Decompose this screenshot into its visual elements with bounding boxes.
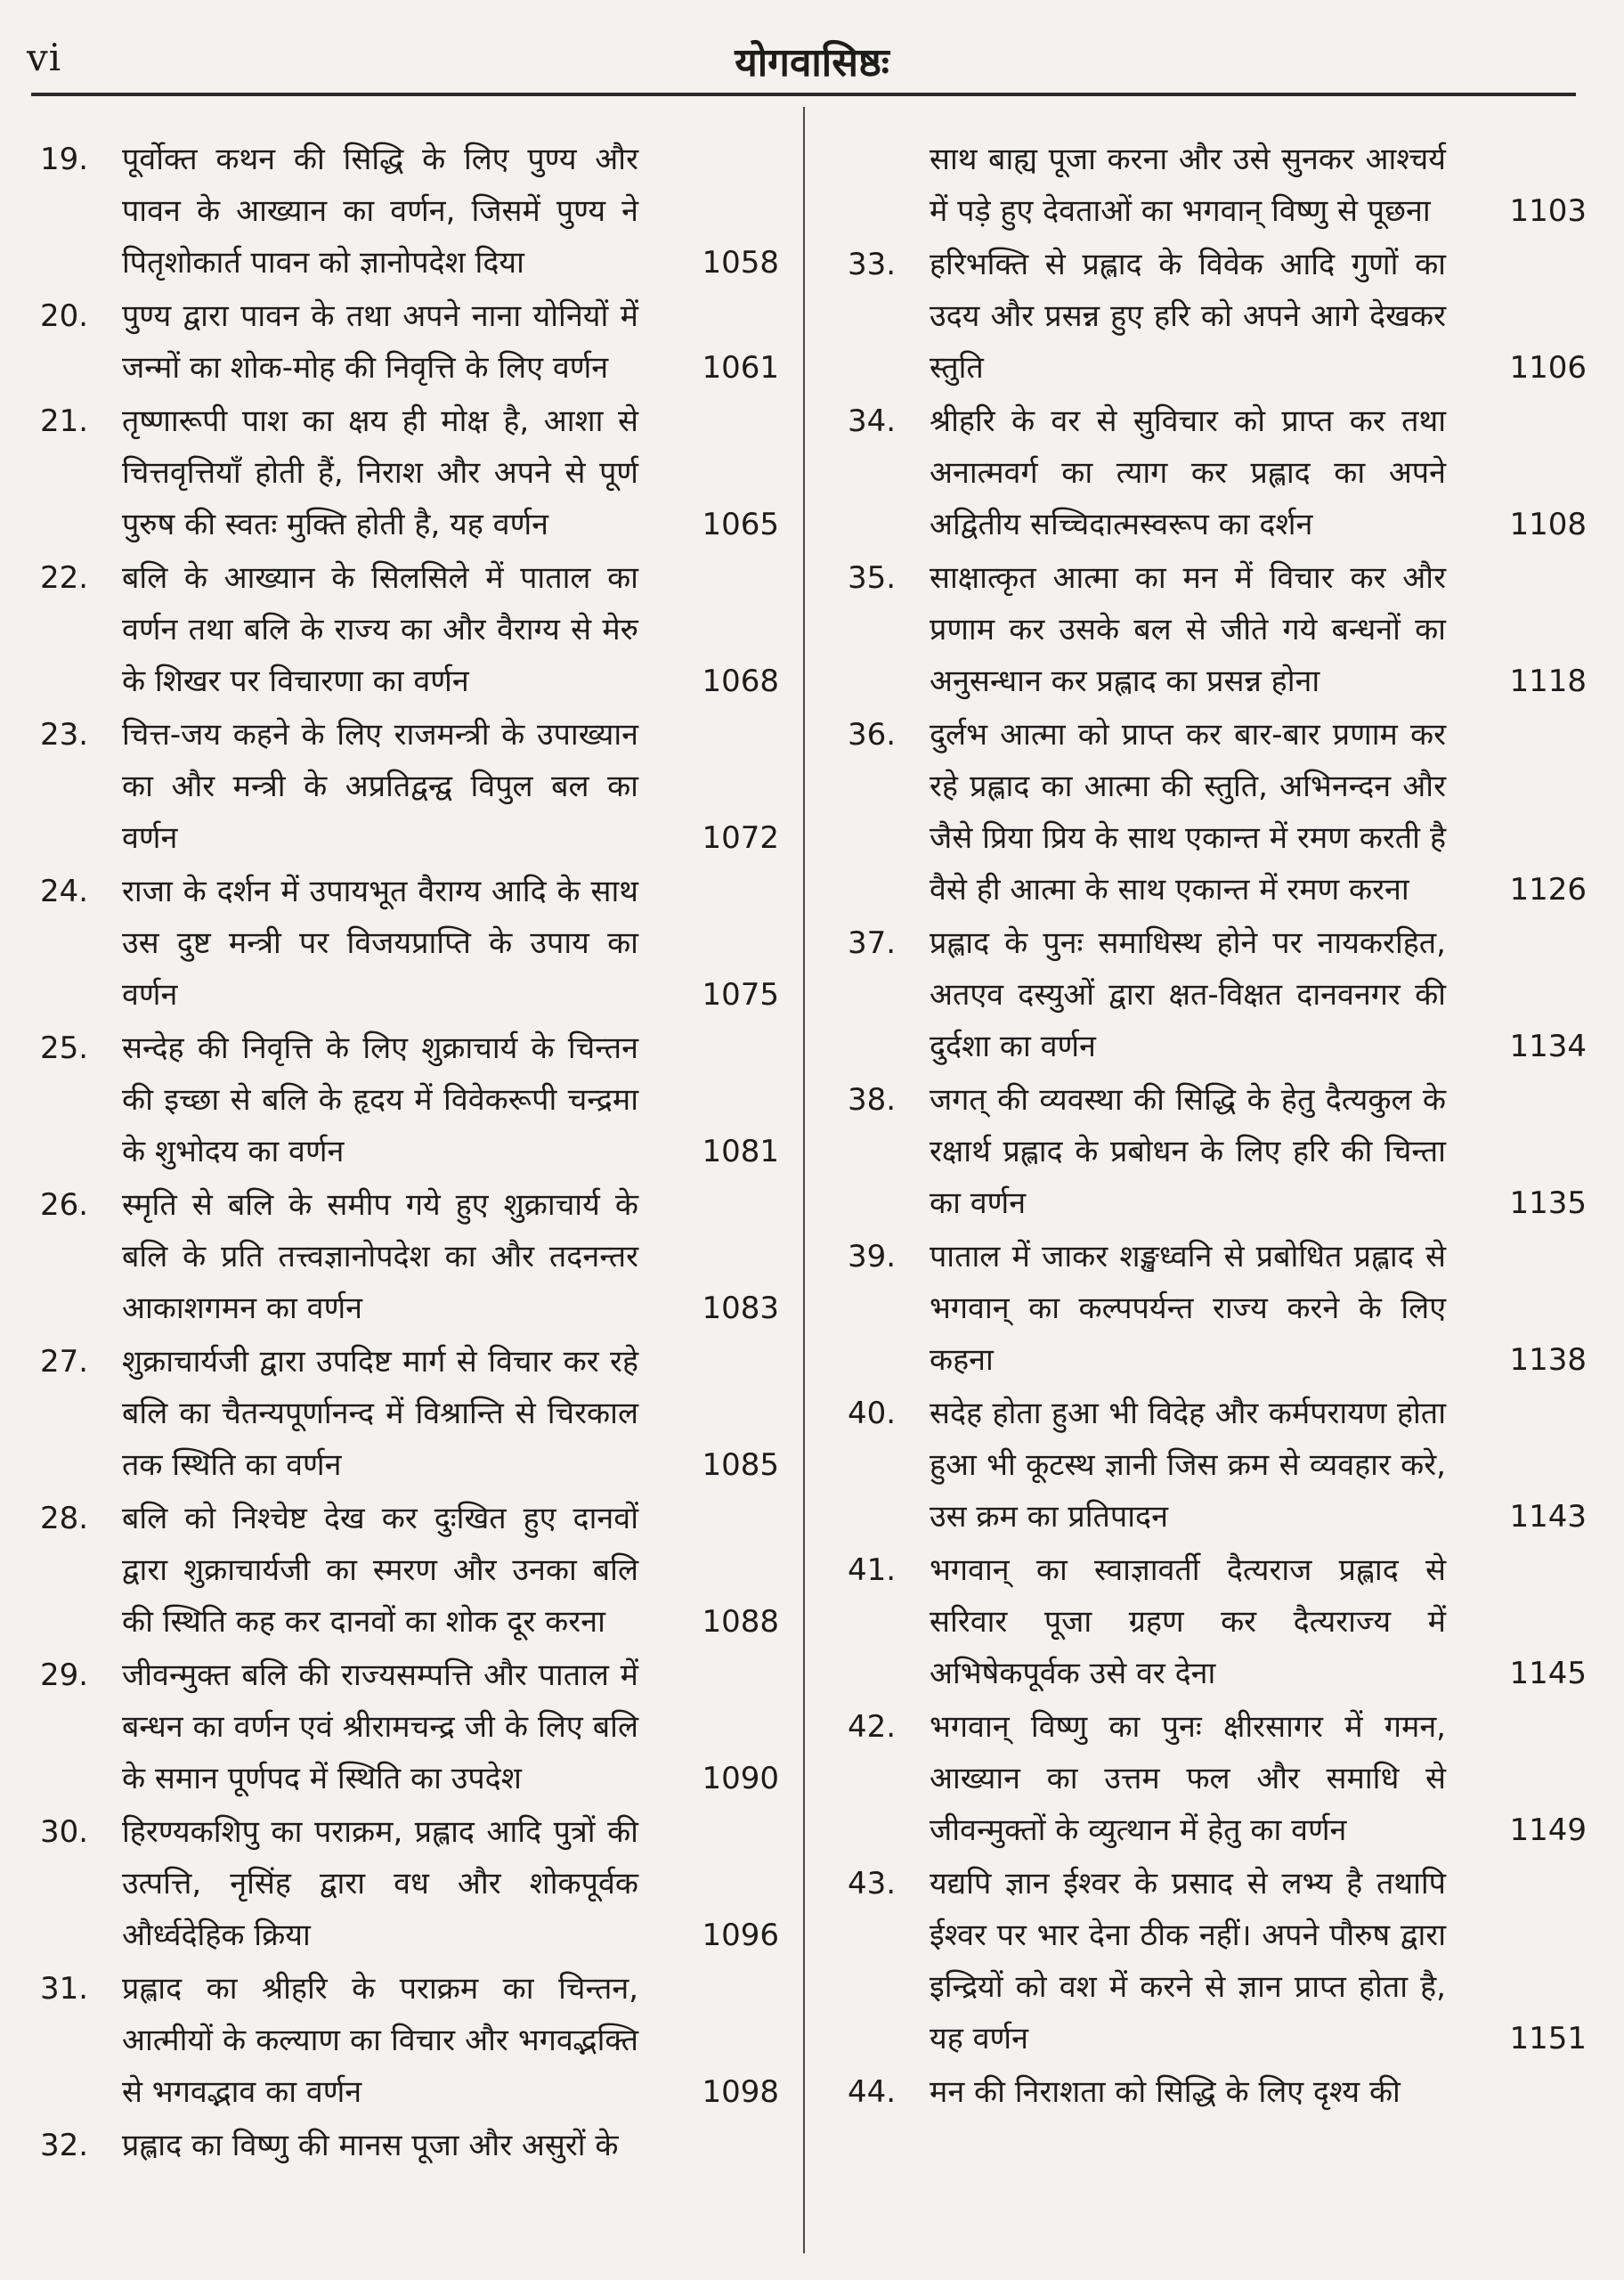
toc-entry [40,2120,779,2171]
entry-page-number: 1061 [702,350,779,386]
entry-page-number: 1090 [702,1761,779,1796]
entry-number: 38. [848,1082,897,1118]
entry-title: जीवन्मुक्त बलि की राज्यसम्पत्ति और पाताल में बन्धन का वर्णन एवं श्रीरामचन्द्र जी के लिए बलि के समान पूर्णपद में स्थिति का उपदेश [122,1657,638,1796]
toc-entry [40,1649,779,1804]
toc-entry [40,134,779,289]
entry-number: 43. [848,1866,897,1901]
entry-title: सदेह होता हुआ भी विदेह और कर्मपरायण होता हुआ भी कूटस्थ ज्ञानी जिस क्रम से व्यवहार करे, उस क्रम का प्रतिपादन [930,1396,1446,1535]
toc-entry [848,1388,1587,1543]
entry-number: 39. [848,1239,897,1274]
entry-page-number: 1083 [702,1291,779,1326]
toc-entry [40,1336,779,1491]
entry-number: 44. [848,2074,897,2110]
book-title: योगवासिष्ठः [735,40,889,86]
entry-page-number: 1085 [702,1447,779,1483]
entry-title: प्रह्लाद का श्रीहरि के पराक्रम का चिन्तन, आत्मीयों के कल्याण का विचार और भगवद्भक्ति से भगवद्भाव का वर्णन [122,1971,638,2110]
right-column [848,134,1587,2120]
entry-title: सन्देह की निवृत्ति के लिए शुक्राचार्य के चिन्तन की इच्छा से बलि के हृदय में विवेकरूपी चन्द्रमा के शुभोदय का वर्णन [122,1030,638,1169]
entry-number: 29. [40,1657,89,1693]
entry-number: 30. [40,1814,89,1850]
toc-entry [40,1963,779,2118]
entry-page-number: 1096 [702,1918,779,1953]
entry-page-number: 1135 [1509,1185,1587,1221]
entry-page-number: 1108 [1509,507,1587,542]
entry-number: 21. [40,403,89,439]
entry-page-number: 1098 [702,2074,779,2110]
toc-entry [40,1806,779,1961]
entry-number: 20. [40,298,89,334]
entry-title: स्मृति से बलि के समीप गये हुए शुक्राचार्य के बलि के प्रति तत्त्वज्ञानोपदेश का और तदनन्तर आकाशगमन का वर्णन [122,1187,638,1326]
entry-number: 42. [848,1709,897,1745]
header-rule [31,93,1576,96]
entry-page-number: 1143 [1509,1499,1587,1535]
entry-title: यद्यपि ज्ञान ईश्वर के प्रसाद से लभ्य है तथापि ईश्वर पर भार देना ठीक नहीं। अपने पौरुष द्वारा इन्द्रियों को वश में करने से ज्ञान प्राप्त होता है, यह वर्णन [930,1866,1446,2056]
entry-title: मन की निराशता को सिद्धि के लिए दृश्य की [930,2074,1401,2110]
entry-page-number: 1138 [1509,1342,1587,1378]
toc-entry [848,1074,1587,1229]
entry-title: बलि के आख्यान के सिलसिले में पाताल का वर्णन तथा बलि के राज्य का और वैराग्य से मेरु के शिखर पर विचारणा का वर्णन [122,560,638,699]
toc-entry [848,1858,1587,2064]
entry-number: 22. [40,560,89,596]
entry-title: तृष्णारूपी पाश का क्षय ही मोक्ष है, आशा से चित्तवृत्तियाँ होती हैं, निराश और अपने से पूर्ण पुरुष की स्वतः मुक्ति होती है, यह वर्णन [122,403,638,542]
entry-number: 19. [40,142,89,177]
entry-page-number: 1081 [702,1134,779,1169]
entry-title: साथ बाह्य पूजा करना और उसे सुनकर आश्चर्य में पड़े हुए देवताओं का भगवान् विष्णु से पूछना [930,142,1446,229]
toc-entry [848,552,1587,707]
entry-number: 37. [848,925,897,961]
entry-title: भगवान् विष्णु का पुनः क्षीरसागर में गमन, आख्यान का उत्तम फल और समाधि से जीवन्मुक्तों के व्युत्थान में हेतु का वर्णन [930,1709,1446,1848]
entry-number: 31. [40,1971,89,2007]
entry-number: 36. [848,717,897,753]
toc-entry [848,709,1587,916]
entry-page-number: 1151 [1509,2021,1587,2056]
entry-title: पुण्य द्वारा पावन के तथा अपने नाना योनियों में जन्मों का शोक-मोह की निवृत्ति के लिए वर्णन [122,298,638,386]
entry-number: 32. [40,2128,89,2163]
entry-number: 26. [40,1187,89,1223]
entry-title: साक्षात्कृत आत्मा का मन में विचार कर और प्रणाम कर उसके बल से जीते गये बन्धनों का अनुसन्धान कर प्रह्लाद का प्रसन्न होना [930,560,1446,699]
toc-entry [40,866,779,1021]
toc-entry [848,1231,1587,1386]
toc-entry [848,917,1587,1072]
entry-number: 24. [40,874,89,909]
entry-number: 35. [848,560,897,596]
entry-page-number: 1065 [702,507,779,542]
page-header [0,0,1624,98]
entry-number: 40. [848,1396,897,1431]
entry-page-number: 1103 [1509,193,1587,229]
entry-page-number: 1106 [1509,350,1587,386]
toc-entry [40,1022,779,1177]
entry-title: राजा के दर्शन में उपायभूत वैराग्य आदि के साथ उस दुष्ट मन्त्री पर विजयप्राप्ति के उपाय का वर्णन [122,874,638,1013]
entry-page-number: 1126 [1509,872,1587,908]
toc-entry [848,134,1587,237]
entry-title: प्रह्लाद के पुनः समाधिस्थ होने पर नायकरहित, अतएव दस्युओं द्वारा क्षत-विक्षत दानवनगर की दुर्दशा का वर्णन [930,925,1446,1064]
entry-page-number: 1088 [702,1604,779,1640]
entry-title: भगवान् का स्वाज्ञावर्ती दैत्यराज प्रह्लाद से सरिवार पूजा ग्रहण कर दैत्यराज्य में अभिषेकपूर्वक उसे वर देना [930,1552,1446,1691]
toc-entry [40,1493,779,1648]
entry-title: हिरण्यकशिपु का पराक्रम, प्रह्लाद आदि पुत्रों की उत्पत्ति, नृसिंह द्वारा वध और शोकपूर्वक और्ध्वदेहिक क्रिया [122,1814,638,1953]
entry-title: शुक्राचार्यजी द्वारा उपदिष्ट मार्ग से विचार कर रहे बलि का चैतन्यपूर्णानन्द में विश्रान्ति से चिरकाल तक स्थिति का वर्णन [122,1344,638,1483]
entry-title: हरिभक्ति से प्रह्लाद के विवेक आदि गुणों का उदय और प्रसन्न हुए हरि को अपने आगे देखकर स्तुति [930,247,1446,386]
entry-title: दुर्लभ आत्मा को प्राप्त कर बार-बार प्रणाम कर रहे प्रह्लाद का आत्मा की स्तुति, अभिनन्दन और जैसे प्रिया प्रिय के साथ एकान्त में रमण करती है वैसे ही आत्मा के साथ एकान्त में रमण करना [930,717,1446,908]
entry-title: पूर्वोक्त कथन की सिद्धि के लिए पुण्य और पावन के आख्यान का वर्णन, जिसमें पुण्य ने पितृशोकार्त पावन को ज्ञानोपदेश दिया [122,142,638,281]
toc-entry [848,2066,1587,2118]
toc-entry [40,1179,779,1334]
entry-number: 34. [848,403,897,439]
entry-page-number: 1134 [1509,1029,1587,1064]
entry-page-number: 1118 [1509,664,1587,699]
page-number: vi [27,36,62,79]
entry-title: पाताल में जाकर शङ्खध्वनि से प्रबोधित प्रह्लाद से भगवान् का कल्पपर्यन्त राज्य करने के लिए कहना [930,1239,1446,1378]
entry-title: जगत् की व्यवस्था की सिद्धि के हेतु दैत्यकुल के रक्षार्थ प्रह्लाद के प्रबोधन के लिए हरि की चिन्ता का वर्णन [930,1082,1446,1221]
toc-entry [40,290,779,394]
entry-number: 25. [40,1030,89,1066]
toc-entry [848,239,1587,394]
entry-page-number: 1149 [1509,1812,1587,1848]
toc-entry [40,552,779,707]
entry-number: 27. [40,1344,89,1380]
entry-page-number: 1058 [702,245,779,281]
toc-entry [848,1701,1587,1856]
entry-title: श्रीहरि के वर से सुविचार को प्राप्त कर तथा अनात्मवर्ग का त्याग कर प्रह्लाद का अपने अद्वितीय सच्चिदात्मस्वरूप का दर्शन [930,403,1446,542]
entry-page-number: 1068 [702,664,779,699]
entry-number: 28. [40,1501,89,1536]
toc-entry [848,395,1587,550]
entry-page-number: 1075 [702,977,779,1013]
toc-entry [848,1544,1587,1699]
toc-entry [40,709,779,864]
entry-page-number: 1145 [1509,1656,1587,1691]
entry-number: 23. [40,717,89,753]
entry-number: 33. [848,247,897,282]
toc-entry [40,395,779,550]
entry-title: बलि को निश्चेष्ट देख कर दुःखित हुए दानवों द्वारा शुक्राचार्यजी का स्मरण और उनका बलि की स्थिति कह कर दानवों का शोक दूर करना [122,1501,638,1640]
column-divider [803,107,805,2253]
entry-page-number: 1072 [702,820,779,856]
entry-title: चित्त-जय कहने के लिए राजमन्त्री के उपाख्यान का और मन्त्री के अप्रतिद्वन्द्व विपुल बल का वर्णन [122,717,638,856]
entry-number: 41. [848,1552,897,1588]
left-column [40,134,779,2173]
entry-title: प्रह्लाद का विष्णु की मानस पूजा और असुरों के [122,2128,619,2163]
